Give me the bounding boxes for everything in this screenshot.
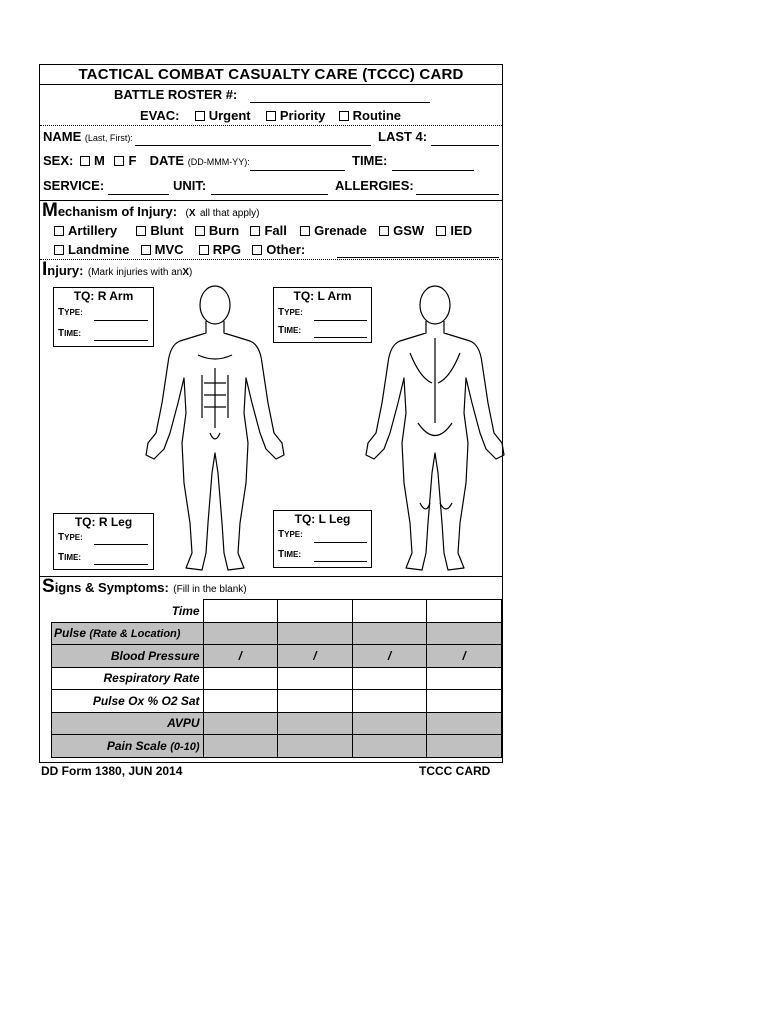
moi-landmine-label: Landmine	[68, 242, 130, 257]
moi-artillery-label: Artillery	[68, 223, 118, 238]
vitals-cell[interactable]	[203, 600, 278, 623]
signs-title: igns & Symptoms:	[54, 580, 169, 595]
vitals-cell[interactable]	[278, 735, 353, 758]
moi-rpg-checkbox[interactable]	[199, 245, 209, 255]
time-label: TIME:	[352, 153, 388, 168]
vitals-cell[interactable]	[352, 667, 427, 690]
tccc-card	[39, 64, 503, 763]
moi-blunt-checkbox[interactable]	[136, 226, 146, 236]
vitals-cell[interactable]	[278, 667, 353, 690]
tq-r-arm-box	[53, 287, 154, 347]
vitals-cell[interactable]	[278, 622, 353, 645]
moi-gsw-label: GSW	[393, 223, 425, 238]
vitals-cell[interactable]	[203, 735, 278, 758]
tq-time-label: TIME:	[278, 325, 301, 336]
evac-urgent-label: Urgent	[208, 108, 251, 123]
back-body-diagram[interactable]	[360, 283, 510, 578]
tq-time-label: TIME:	[278, 549, 301, 560]
moi-fall-checkbox[interactable]	[250, 226, 260, 236]
evac-row	[140, 108, 401, 123]
moi-ied-label: IED	[450, 223, 473, 238]
divider	[40, 125, 502, 126]
service-label: SERVICE:	[43, 178, 105, 193]
evac-label: EVAC:	[140, 108, 180, 123]
time-field[interactable]	[392, 170, 474, 171]
moi-artillery-checkbox[interactable]	[54, 226, 64, 236]
vitals-cell[interactable]	[427, 712, 502, 735]
mechanism-big-letter: M	[42, 200, 58, 221]
vitals-cell[interactable]	[352, 712, 427, 735]
tq-r-leg-box	[53, 513, 154, 570]
tq-time-label: TIME:	[58, 552, 81, 563]
vitals-cell[interactable]	[352, 690, 427, 713]
sex-label: SEX:	[43, 153, 74, 168]
unit-field[interactable]	[211, 194, 328, 195]
vitals-cell[interactable]	[278, 600, 353, 623]
tq-type-label: TYPE:	[58, 532, 83, 543]
tq-r-arm-time-field[interactable]	[94, 340, 148, 341]
vitals-table	[51, 599, 502, 758]
name-row	[43, 129, 133, 144]
mechanism-title: echanism of Injury:	[57, 204, 178, 219]
allergies-label: ALLERGIES:	[335, 178, 414, 193]
tq-type-label: TYPE:	[278, 529, 303, 540]
vitals-row-blood-pressure	[52, 645, 502, 668]
vitals-cell[interactable]	[352, 622, 427, 645]
moi-fall-label: Fall	[264, 223, 287, 238]
front-body-diagram[interactable]	[140, 283, 290, 578]
moi-burn-checkbox[interactable]	[195, 226, 205, 236]
moi-ied-checkbox[interactable]	[436, 226, 446, 236]
vitals-cell[interactable]	[352, 735, 427, 758]
moi-other-checkbox[interactable]	[252, 245, 262, 255]
date-field[interactable]	[250, 170, 345, 171]
vitals-row-pulse-ox	[52, 690, 502, 713]
vitals-cell[interactable]: /	[427, 645, 502, 668]
vitals-cell[interactable]	[203, 622, 278, 645]
name-hint: (Last, First):	[84, 133, 133, 143]
tq-r-leg-title: TQ: R Leg	[74, 515, 133, 529]
mechanism-hint-x: X	[188, 208, 196, 219]
evac-urgent-checkbox[interactable]	[195, 111, 205, 121]
row-label: Pain Scale (0-10)	[52, 735, 204, 758]
tq-l-arm-title: TQ: L Arm	[293, 289, 352, 303]
signs-heading	[42, 576, 247, 598]
moi-blunt-label: Blunt	[150, 223, 184, 238]
mechanism-hint: all that apply)	[199, 208, 260, 219]
vitals-cell[interactable]	[427, 667, 502, 690]
sex-f-checkbox[interactable]	[114, 156, 124, 166]
row-label: Pulse (Rate & Location)	[52, 622, 204, 645]
tq-l-arm-box	[273, 287, 372, 343]
moi-grenade-checkbox[interactable]	[300, 226, 310, 236]
injury-hint: (Mark injuries with an	[87, 267, 183, 278]
vitals-cell[interactable]	[427, 735, 502, 758]
tq-l-arm-type-field[interactable]	[314, 320, 367, 321]
row-label: Respiratory Rate	[52, 667, 204, 690]
vitals-cell[interactable]	[203, 690, 278, 713]
injury-big-letter: I	[42, 259, 48, 280]
moi-other-field[interactable]	[337, 257, 499, 258]
tq-r-arm-type-field[interactable]	[94, 320, 148, 321]
mechanism-heading	[42, 200, 259, 222]
divider	[40, 84, 502, 85]
injury-title: njury:	[47, 263, 84, 278]
vitals-cell[interactable]	[203, 712, 278, 735]
sex-m-label: M	[93, 153, 105, 168]
signs-big-letter: S	[42, 576, 55, 597]
vitals-cell[interactable]	[203, 667, 278, 690]
vitals-cell[interactable]	[352, 600, 427, 623]
tq-l-leg-title: TQ: L Leg	[294, 512, 351, 526]
evac-priority-label: Priority	[279, 108, 326, 123]
name-label: NAME	[43, 129, 82, 144]
mechanism-row-1	[54, 223, 472, 238]
tq-r-leg-time-field[interactable]	[94, 564, 148, 565]
tq-l-leg-box	[273, 510, 372, 568]
vitals-row-avpu	[52, 712, 502, 735]
form-title: TACTICAL COMBAT CASUALTY CARE (TCCC) CARD	[78, 66, 464, 83]
vitals-cell[interactable]	[278, 690, 353, 713]
vitals-cell[interactable]	[427, 600, 502, 623]
evac-routine-label: Routine	[352, 108, 402, 123]
tq-type-label: TYPE:	[58, 307, 83, 318]
vitals-cell[interactable]: /	[352, 645, 427, 668]
moi-mvc-checkbox[interactable]	[141, 245, 151, 255]
row-label: Time	[52, 600, 204, 623]
date-hint: (DD-MMM-YY):	[187, 157, 250, 167]
vitals-row-respiratory-rate	[52, 667, 502, 690]
tq-l-leg-type-field[interactable]	[314, 542, 367, 543]
row-label: Pulse Ox % O2 Sat	[52, 690, 204, 713]
tq-time-label: TIME:	[58, 328, 81, 339]
injury-hint-close: )	[189, 267, 193, 278]
vitals-cell[interactable]: /	[278, 645, 353, 668]
sex-f-label: F	[128, 153, 137, 168]
vitals-row-time	[52, 600, 502, 623]
moi-burn-label: Burn	[208, 223, 240, 238]
tq-r-arm-title: TQ: R Arm	[73, 289, 134, 303]
vitals-cell[interactable]: /	[203, 645, 278, 668]
row-label: Blood Pressure	[52, 645, 204, 668]
service-field[interactable]	[108, 194, 169, 195]
signs-hint: (Fill in the blank)	[173, 584, 247, 595]
allergies-field[interactable]	[416, 194, 499, 195]
moi-landmine-checkbox[interactable]	[54, 245, 64, 255]
vitals-cell[interactable]	[427, 622, 502, 645]
last4-field[interactable]	[431, 145, 499, 146]
unit-label: UNIT:	[173, 178, 207, 193]
evac-priority-checkbox[interactable]	[266, 111, 276, 121]
battle-roster-field[interactable]	[250, 102, 430, 103]
mechanism-row-2	[54, 242, 305, 257]
form-number: DD Form 1380, JUN 2014	[41, 764, 183, 778]
vitals-row-pulse	[52, 622, 502, 645]
evac-routine-checkbox[interactable]	[339, 111, 349, 121]
moi-grenade-label: Grenade	[314, 223, 367, 238]
date-label: DATE	[149, 153, 185, 168]
tq-l-arm-time-field[interactable]	[314, 337, 367, 338]
last4-label: LAST 4:	[378, 129, 428, 144]
row-label: AVPU	[52, 712, 204, 735]
tq-r-leg-type-field[interactable]	[94, 544, 148, 545]
sex-date-row	[43, 153, 250, 168]
tq-l-leg-time-field[interactable]	[314, 561, 367, 562]
mechanism-hint-open: (	[185, 208, 189, 219]
moi-rpg-label: RPG	[212, 242, 241, 257]
injury-heading	[42, 259, 192, 281]
battle-roster-label: BATTLE ROSTER #:	[114, 87, 238, 102]
tq-type-label: TYPE:	[278, 307, 303, 318]
injury-hint-x: X	[182, 267, 190, 278]
card-label: TCCC CARD	[419, 764, 491, 778]
moi-mvc-label: MVC	[154, 242, 184, 257]
vitals-row-pain-scale	[52, 735, 502, 758]
sex-m-checkbox[interactable]	[80, 156, 90, 166]
moi-other-label: Other:	[266, 242, 306, 257]
name-field[interactable]	[135, 145, 371, 146]
moi-gsw-checkbox[interactable]	[379, 226, 389, 236]
vitals-cell[interactable]	[278, 712, 353, 735]
vitals-cell[interactable]	[427, 690, 502, 713]
